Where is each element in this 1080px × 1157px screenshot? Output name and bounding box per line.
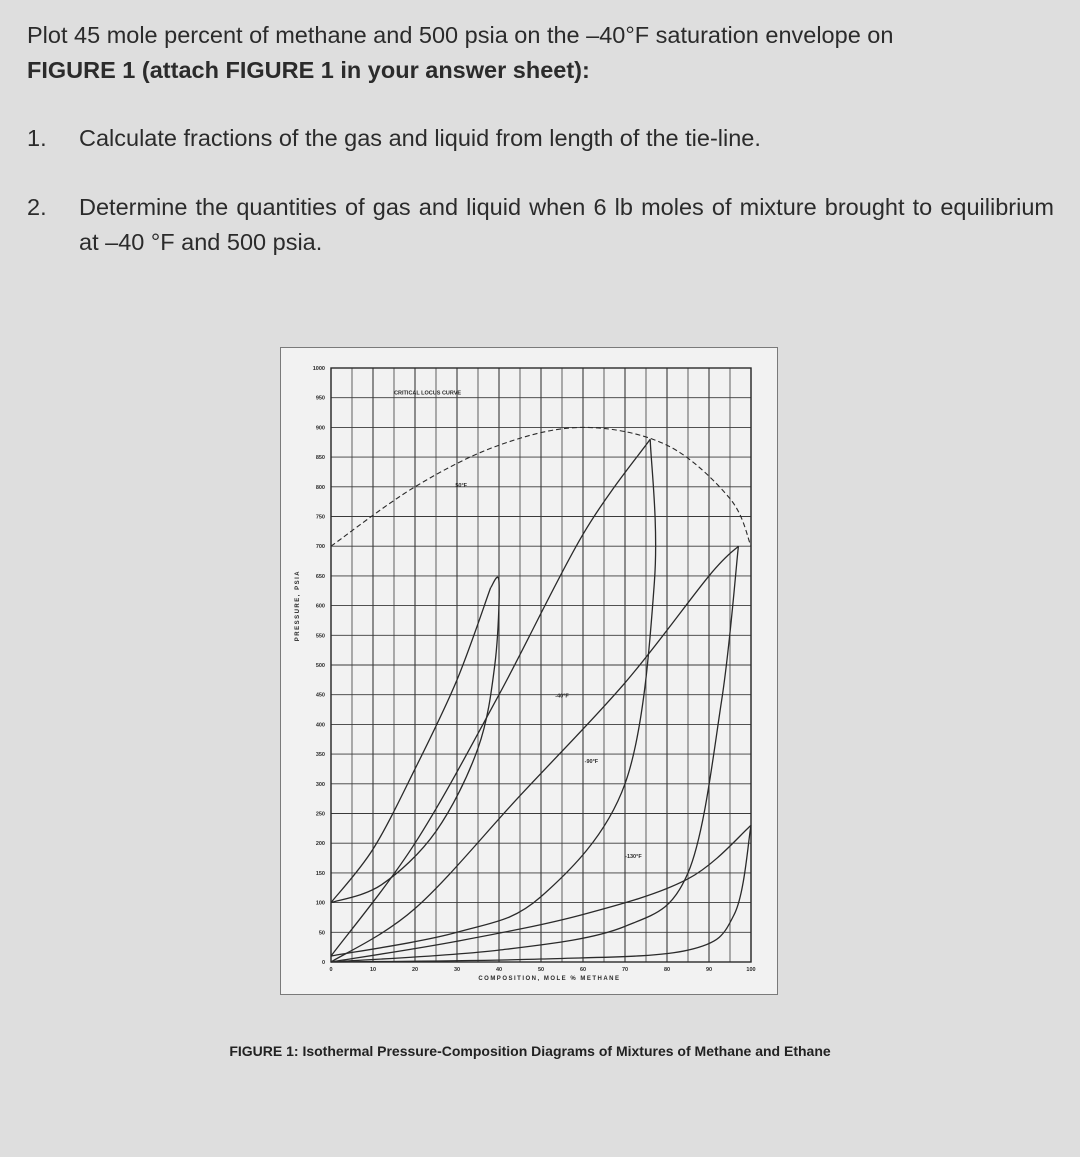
y-tick-label: 400 [315,722,325,729]
x-tick-label: 0 [329,967,333,973]
question-intro [27,18,1057,88]
curve-annotation: -130°F [625,854,642,861]
y-tick-label: 450 [315,692,325,699]
x-tick-label: 10 [369,967,377,973]
curve-annotation: CRITICAL LOCUS CURVE [394,390,462,397]
y-tick-label: 50 [318,930,325,937]
item-text: Determine the quantities of gas and liquid when 6 lb moles of mixture brought to equilibrium at –40 °F and 500 psia. [79,194,1054,255]
y-tick-label: 0 [321,960,325,966]
question-intro-line1: Plot 45 mole percent of methane and 500 psia on the –40°F saturation envelope on [27,22,894,48]
y-tick-label: 650 [315,573,325,580]
figure-frame [280,347,778,995]
y-tick-label: 750 [315,514,325,521]
item-number: 1. [27,125,47,151]
x-tick-label: 30 [453,967,461,973]
y-tick-label: 500 [315,663,325,669]
curve-annotation: 50°F [455,482,468,489]
x-tick-label: 90 [705,967,713,973]
y-tick-label: 850 [315,455,325,462]
x-axis-title: COMPOSITION, MOLE % METHANE [478,976,621,982]
x-tick-label: 60 [579,967,587,973]
y-tick-label: 1000 [312,366,325,372]
x-tick-label: 80 [663,967,671,973]
x-tick-label: 70 [621,967,629,973]
figure-caption: FIGURE 1: Isothermal Pressure-Composition Diagrams of Mixtures of Methane and Ethane [229,1043,831,1059]
y-tick-label: 950 [315,395,325,402]
x-tick-label: 20 [411,967,419,973]
y-tick-label: 900 [315,425,325,432]
curve-annotation: -90°F [584,759,599,766]
x-tick-label: 40 [495,967,503,973]
curve-annotation: -40°F [555,693,569,700]
y-tick-label: 250 [315,811,325,818]
y-tick-label: 200 [315,841,325,848]
item-number: 2. [27,194,47,220]
pressure-composition-chart [281,348,777,994]
y-tick-label: 550 [315,633,325,640]
y-tick-label: 350 [315,752,325,759]
item-text: Calculate fractions of the gas and liquid from length of the tie-line. [79,125,761,151]
y-tick-label: 700 [315,544,325,551]
y-tick-label: 150 [315,870,325,877]
y-tick-label: 300 [315,781,325,788]
y-tick-label: 800 [315,484,325,491]
y-tick-label: 600 [315,603,325,610]
y-tick-label: 100 [315,900,325,907]
question-intro-line2: FIGURE 1 (attach FIGURE 1 in your answer sheet): [27,57,590,83]
y-axis-title: PRESSURE, PSIA [295,569,301,642]
x-tick-label: 50 [537,967,545,973]
x-tick-label: 100 [746,967,756,973]
